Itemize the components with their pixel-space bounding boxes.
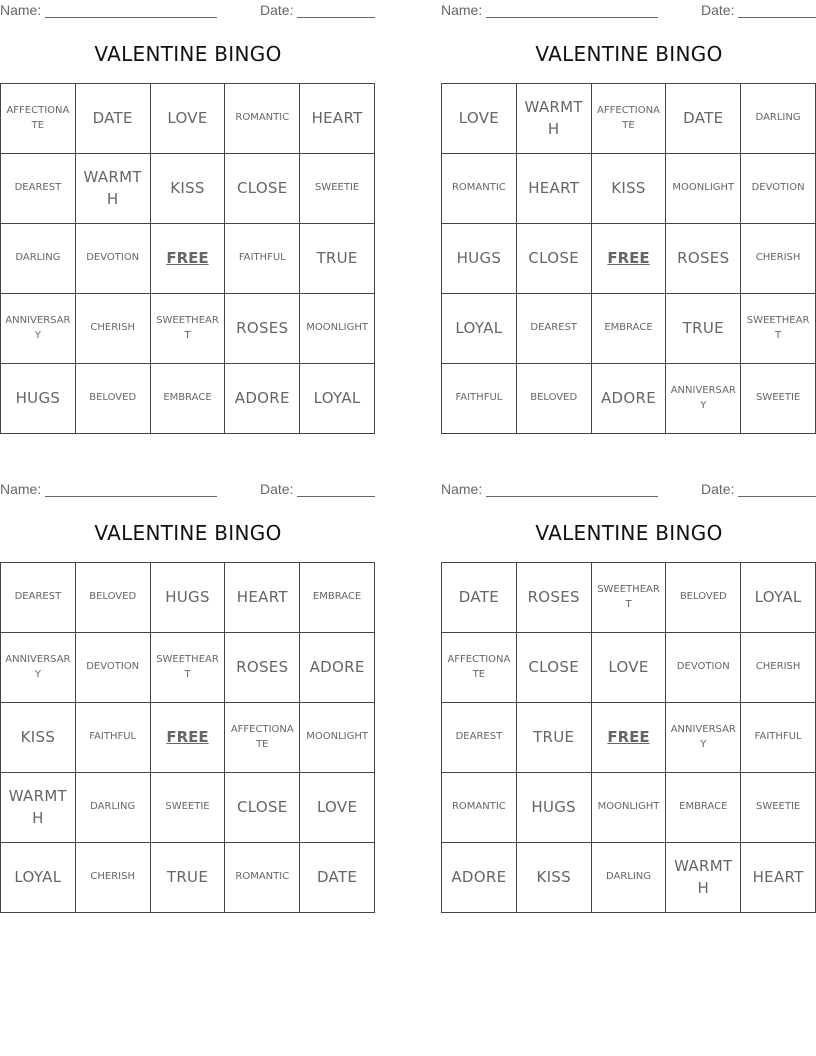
name-field-line [486, 496, 658, 497]
bingo-cell: AFFECTIONATE [225, 703, 300, 773]
bingo-cell: WARMTH [666, 843, 741, 913]
card-title: VALENTINE BINGO [535, 521, 723, 545]
bingo-cell: LOYAL [1, 843, 76, 913]
bingo-cell: DEAREST [1, 154, 76, 224]
bingo-cell: HUGS [151, 563, 226, 633]
bingo-cell: CLOSE [225, 154, 300, 224]
name-field-line [45, 496, 217, 497]
bingo-cell: TRUE [666, 294, 741, 364]
bingo-cell: DEAREST [442, 703, 517, 773]
name-field-line [45, 17, 217, 18]
bingo-cell: LOYAL [442, 294, 517, 364]
bingo-cell: ROMANTIC [442, 154, 517, 224]
bingo-cell: EMBRACE [151, 364, 226, 434]
bingo-cell: ADORE [592, 364, 667, 434]
card-header [0, 481, 376, 499]
bingo-cell: LOYAL [300, 364, 375, 434]
bingo-cell: DEVOTION [76, 224, 151, 294]
bingo-cell: ANNIVERSARY [1, 294, 76, 364]
bingo-cell: EMBRACE [666, 773, 741, 843]
bingo-cell: MOONLIGHT [666, 154, 741, 224]
bingo-cell: ADORE [442, 843, 517, 913]
bingo-cell: LOVE [151, 84, 226, 154]
bingo-grid [441, 562, 816, 913]
bingo-cell: SWEETHEART [741, 294, 816, 364]
bingo-cell: SWEETHEART [151, 633, 226, 703]
bingo-cell: BELOVED [517, 364, 592, 434]
bingo-cell: WARMTH [517, 84, 592, 154]
bingo-cell: ROMANTIC [225, 843, 300, 913]
bingo-cell: BELOVED [76, 563, 151, 633]
bingo-cell: CLOSE [225, 773, 300, 843]
bingo-cell: DARLING [1, 224, 76, 294]
bingo-cell: DATE [442, 563, 517, 633]
card-header [441, 481, 816, 499]
bingo-cell: ANNIVERSARY [666, 703, 741, 773]
bingo-cell: LOYAL [741, 563, 816, 633]
bingo-cell: MOONLIGHT [592, 773, 667, 843]
bingo-cell: CHERISH [76, 294, 151, 364]
name-label: Name: [441, 481, 483, 497]
bingo-cell: HEART [300, 84, 375, 154]
name-field-line [486, 17, 658, 18]
bingo-cell: FAITHFUL [741, 703, 816, 773]
bingo-cell: CHERISH [76, 843, 151, 913]
bingo-cell: DEAREST [517, 294, 592, 364]
bingo-cell: DATE [76, 84, 151, 154]
bingo-cell: KISS [1, 703, 76, 773]
bingo-cell: ADORE [225, 364, 300, 434]
bingo-cell: BELOVED [666, 563, 741, 633]
bingo-cell: SWEETHEART [592, 563, 667, 633]
bingo-cell: MOONLIGHT [300, 703, 375, 773]
bingo-cell: HUGS [442, 224, 517, 294]
bingo-cell: WARMTH [1, 773, 76, 843]
bingo-cell: WARMTH [76, 154, 151, 224]
bingo-cell: FAITHFUL [76, 703, 151, 773]
bingo-cell: CLOSE [517, 633, 592, 703]
bingo-cell: KISS [592, 154, 667, 224]
bingo-cell: TRUE [300, 224, 375, 294]
date-label: Date: [701, 2, 735, 18]
bingo-cell: DARLING [741, 84, 816, 154]
date-label: Date: [260, 481, 294, 497]
date-label: Date: [701, 481, 735, 497]
bingo-cell: HEART [225, 563, 300, 633]
bingo-cell: DEAREST [1, 563, 76, 633]
bingo-cell: BELOVED [76, 364, 151, 434]
bingo-cell: DATE [666, 84, 741, 154]
bingo-cell: ANNIVERSARY [1, 633, 76, 703]
bingo-cell: DARLING [592, 843, 667, 913]
bingo-cell: TRUE [151, 843, 226, 913]
bingo-cell: LOVE [300, 773, 375, 843]
bingo-cell: HUGS [517, 773, 592, 843]
bingo-cell: KISS [151, 154, 226, 224]
bingo-cell: ANNIVERSARY [666, 364, 741, 434]
bingo-card-1 [0, 0, 376, 440]
bingo-card-2 [441, 0, 816, 440]
bingo-grid [0, 83, 375, 434]
bingo-cell: SWEETHEART [151, 294, 226, 364]
date-field-line [738, 17, 816, 18]
card-title: VALENTINE BINGO [535, 42, 723, 66]
bingo-cell: DEVOTION [666, 633, 741, 703]
card-title: VALENTINE BINGO [94, 42, 282, 66]
bingo-cell: MOONLIGHT [300, 294, 375, 364]
bingo-cell: AFFECTIONATE [592, 84, 667, 154]
bingo-cell: CHERISH [741, 633, 816, 703]
free-space-cell: FREE [151, 703, 226, 773]
bingo-cell: ROSES [517, 563, 592, 633]
bingo-cell: SWEETIE [741, 773, 816, 843]
bingo-cell: KISS [517, 843, 592, 913]
bingo-cell: EMBRACE [592, 294, 667, 364]
bingo-cell: TRUE [517, 703, 592, 773]
date-field-line [297, 496, 375, 497]
bingo-cell: AFFECTIONATE [442, 633, 517, 703]
bingo-cell: LOVE [592, 633, 667, 703]
bingo-cell: ROSES [225, 633, 300, 703]
bingo-cell: DEVOTION [741, 154, 816, 224]
bingo-cell: ROMANTIC [225, 84, 300, 154]
bingo-cell: AFFECTIONATE [1, 84, 76, 154]
bingo-cell: HEART [741, 843, 816, 913]
bingo-grid [441, 83, 816, 434]
bingo-cell: CHERISH [741, 224, 816, 294]
bingo-card-3 [0, 479, 376, 919]
name-label: Name: [441, 2, 483, 18]
bingo-cell: HEART [517, 154, 592, 224]
bingo-cell: CLOSE [517, 224, 592, 294]
free-space-cell: FREE [592, 703, 667, 773]
bingo-cell: DEVOTION [76, 633, 151, 703]
bingo-cell: DARLING [76, 773, 151, 843]
bingo-cell: LOVE [442, 84, 517, 154]
bingo-cell: SWEETIE [151, 773, 226, 843]
bingo-cell: FAITHFUL [442, 364, 517, 434]
bingo-cell: EMBRACE [300, 563, 375, 633]
bingo-grid [0, 562, 375, 913]
name-label: Name: [0, 2, 42, 18]
bingo-cell: SWEETIE [741, 364, 816, 434]
bingo-card-4 [441, 479, 816, 919]
card-header [441, 2, 816, 20]
bingo-cell: FAITHFUL [225, 224, 300, 294]
bingo-cell: SWEETIE [300, 154, 375, 224]
date-label: Date: [260, 2, 294, 18]
bingo-cell: DATE [300, 843, 375, 913]
name-label: Name: [0, 481, 42, 497]
card-header [0, 2, 376, 20]
date-field-line [738, 496, 816, 497]
free-space-cell: FREE [151, 224, 226, 294]
bingo-cell: HUGS [1, 364, 76, 434]
bingo-cell: ROSES [225, 294, 300, 364]
date-field-line [297, 17, 375, 18]
card-title: VALENTINE BINGO [94, 521, 282, 545]
bingo-cell: ROMANTIC [442, 773, 517, 843]
bingo-cell: ADORE [300, 633, 375, 703]
bingo-cell: ROSES [666, 224, 741, 294]
free-space-cell: FREE [592, 224, 667, 294]
